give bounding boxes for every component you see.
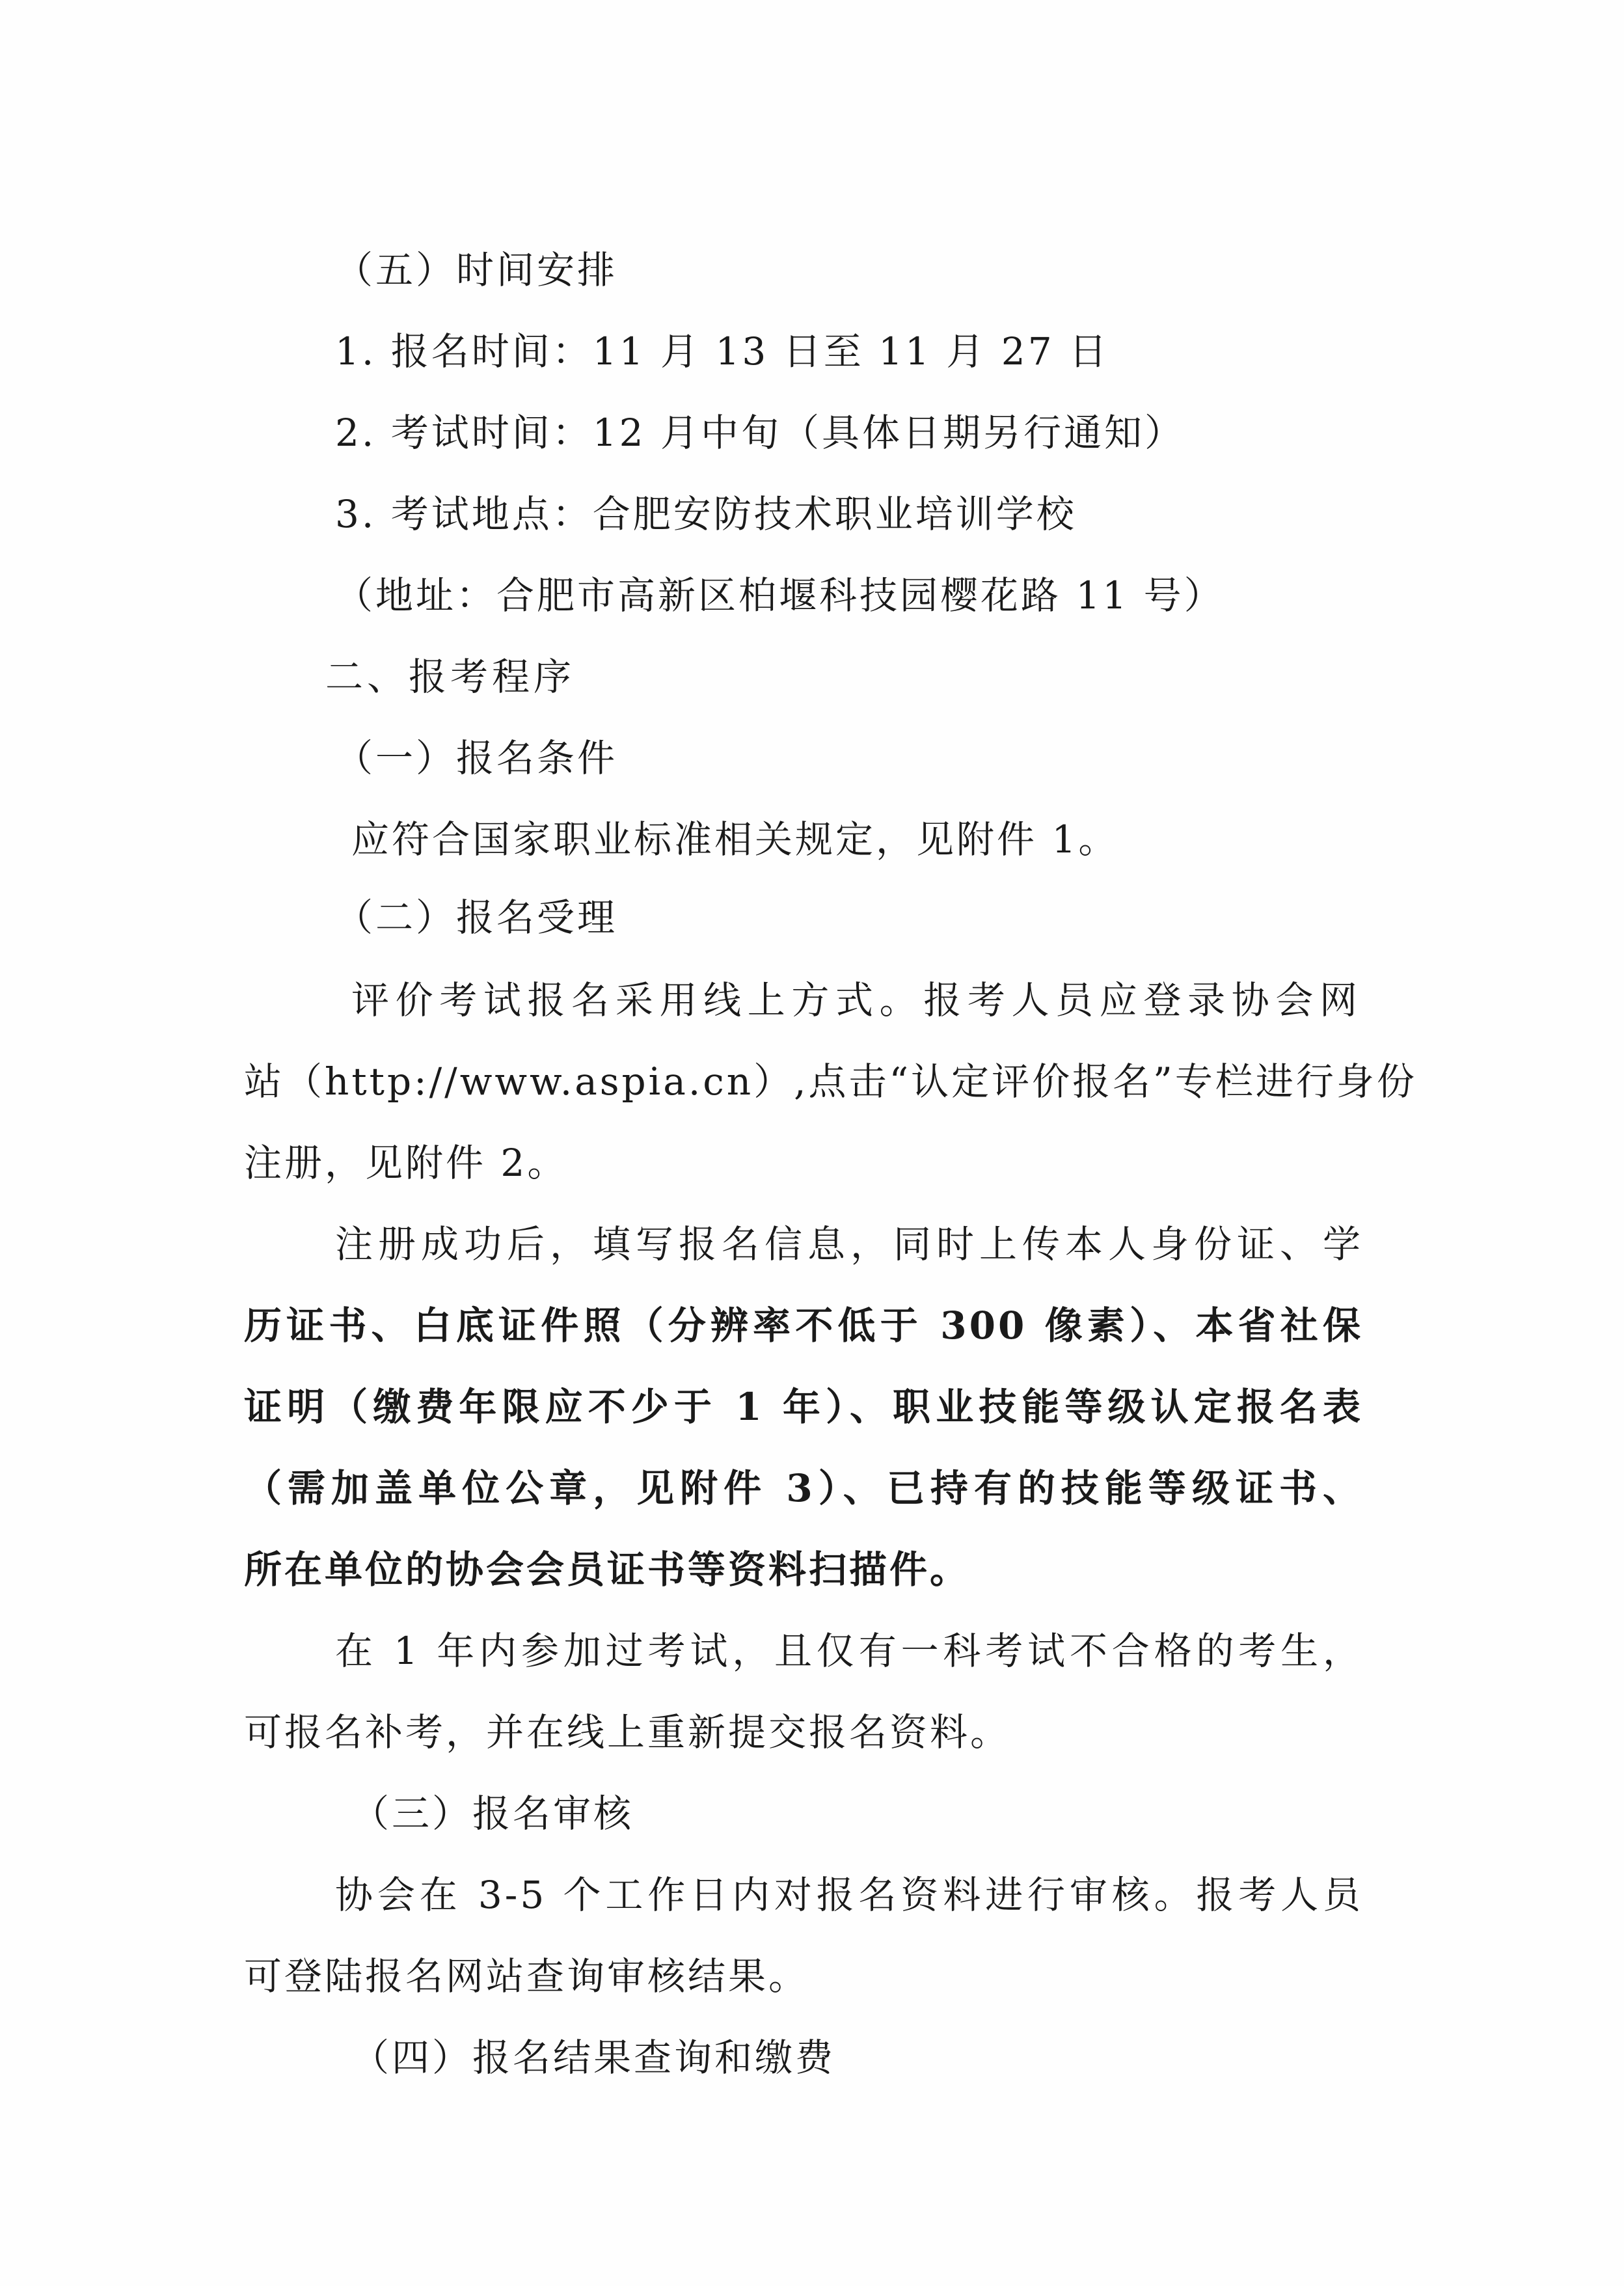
exam-location: 3. 考试地点：合肥安防技术职业培训学校 (335, 492, 1077, 536)
registration-time: 1. 报名时间：11 月 13 日至 11 月 27 日 (335, 329, 1110, 374)
paragraph-acceptance-line-2: 站（http://www.aspia.cn）,点击“认定评价报名”专栏进行身份 (244, 1059, 1417, 1104)
paragraph-upload-line-2: 历证书、白底证件照（分辨率不低于 300 像素）、本省社保 (244, 1303, 1363, 1348)
paragraph-upload-line-5: 所在单位的协会会员证书等资料扫描件。 (244, 1547, 971, 1592)
paragraph-upload-line-3: 证明（缴费年限应不少于 1 年）、职业技能等级认定报名表 (244, 1385, 1363, 1429)
paragraph-makeup-line-2: 可报名补考，并在线上重新提交报名资料。 (244, 1710, 1011, 1754)
subheading-review: （三）报名审核 (351, 1791, 634, 1836)
paragraph-acceptance-line-1: 评价考试报名采用线上方式。报考人员应登录协会网 (351, 978, 1360, 1022)
subheading-acceptance: （二）报名受理 (335, 895, 618, 940)
paragraph-makeup-line-1: 在 1 年内参加过考试，且仅有一科考试不合格的考生， (335, 1629, 1363, 1673)
paragraph-review-line-1: 协会在 3-5 个工作日内对报名资料进行审核。报考人员 (335, 1873, 1363, 1917)
exam-time: 2. 考试时间：12 月中旬（具体日期另行通知） (335, 411, 1185, 455)
paragraph-upload-line-1: 注册成功后，填写报名信息，同时上传本人身份证、学 (335, 1222, 1363, 1266)
paragraph-acceptance-line-3: 注册，见附件 2。 (244, 1141, 568, 1185)
section-heading-procedure: 二、报考程序 (325, 655, 576, 699)
exam-address: （地址：合肥市高新区柏堰科技园樱花路 11 号） (335, 573, 1225, 618)
paragraph-upload-line-4: （需加盖单位公章，见附件 3）、已持有的技能等级证书、 (244, 1466, 1363, 1510)
paragraph-review-line-2: 可登陆报名网站查询审核结果。 (244, 1954, 809, 1998)
subheading-conditions: （一）报名条件 (335, 736, 618, 780)
subheading-results-payment: （四）报名结果查询和缴费 (351, 2035, 836, 2080)
conditions-text: 应符合国家职业标准相关规定，见附件 1。 (351, 817, 1119, 862)
subheading-schedule: （五）时间安排 (335, 248, 618, 292)
